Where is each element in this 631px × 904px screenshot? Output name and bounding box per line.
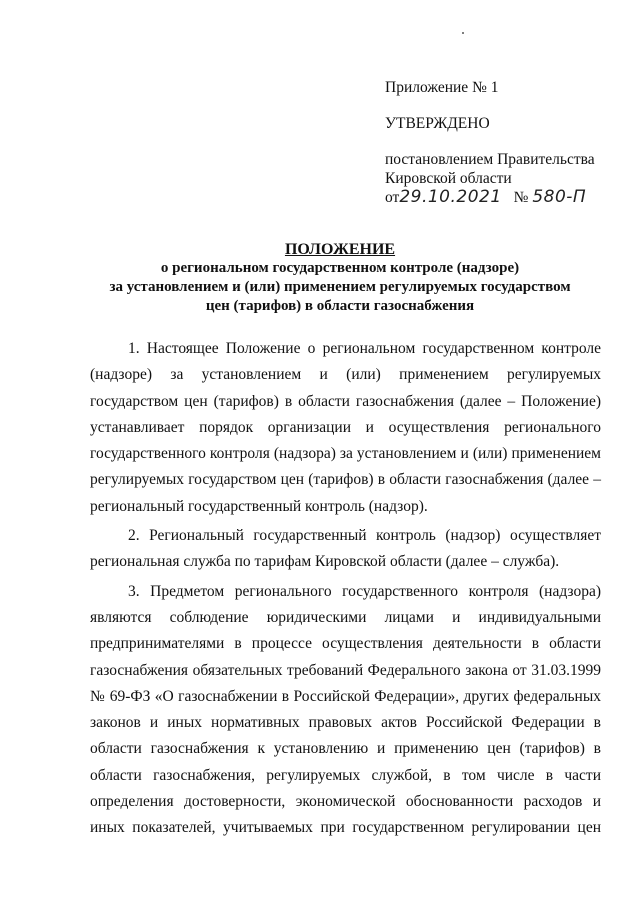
resolution-date-number — [385, 188, 595, 207]
approval-stamp-block — [385, 78, 595, 207]
approved-by-line1: постановлением Правительства — [385, 151, 595, 168]
paragraph-1: 1. Настоящее Положение о региональном государственном контроле (надзоре) за установлением и (или) применением регулируемых государством цен (тарифов) в области газоснабжения (далее – Положение) устанавливает порядок организации и осуществления регионального государственного контроля (надзора) за установлением и (или) применением регулируемых государством цен (тарифов) в области газоснабжения (далее – региональный государственный контроль (надзор). — [90, 340, 601, 515]
scan-speck — [462, 32, 464, 34]
number-prefix: № — [513, 189, 529, 206]
date-prefix: от — [385, 189, 400, 206]
approved-by-line2: Кировской области — [385, 170, 512, 187]
paragraph-2: 2. Региональный государственный контроль (надзор) осуществляет региональная служба по тарифам Кировской области (далее – служба). — [90, 527, 601, 571]
handwritten-date: 29.10.2021 — [399, 187, 502, 207]
document-body — [90, 336, 601, 845]
appendix-number: Приложение № 1 — [385, 79, 499, 96]
title-line-2: за установлением и (или) применением регулируемых государством — [109, 279, 571, 295]
title-line-1: о региональном государственном контроле (надзоре) — [160, 260, 520, 276]
title-line-3: цен (тарифов) в области газоснабжения — [205, 298, 475, 314]
handwritten-number: 580-П — [532, 187, 587, 207]
title-main: ПОЛОЖЕНИЕ — [284, 241, 396, 258]
approved-heading: УТВЕРЖДЕНО — [385, 115, 490, 132]
document-title — [60, 240, 620, 316]
paragraph-3: 3. Предметом регионального государственного контроля (надзора) являются соблюдение юридическими лицами и индивидуальными предпринимателями в процессе осуществления деятельности в области газоснабжения обязательных требований Федерального закона от 31.03.1999 № 69-ФЗ «О газоснабжении в Российской Федерации», других федеральных законов и иных нормативных правовых актов Российской Федерации в области газоснабжения к установлению и применению цен (тарифов) в области газоснабжения, регулируемых службой, в том числе в части определения достоверности, экономической обоснованности расходов и иных показателей, учитываемых при государственном регулировании цен — [90, 582, 601, 837]
